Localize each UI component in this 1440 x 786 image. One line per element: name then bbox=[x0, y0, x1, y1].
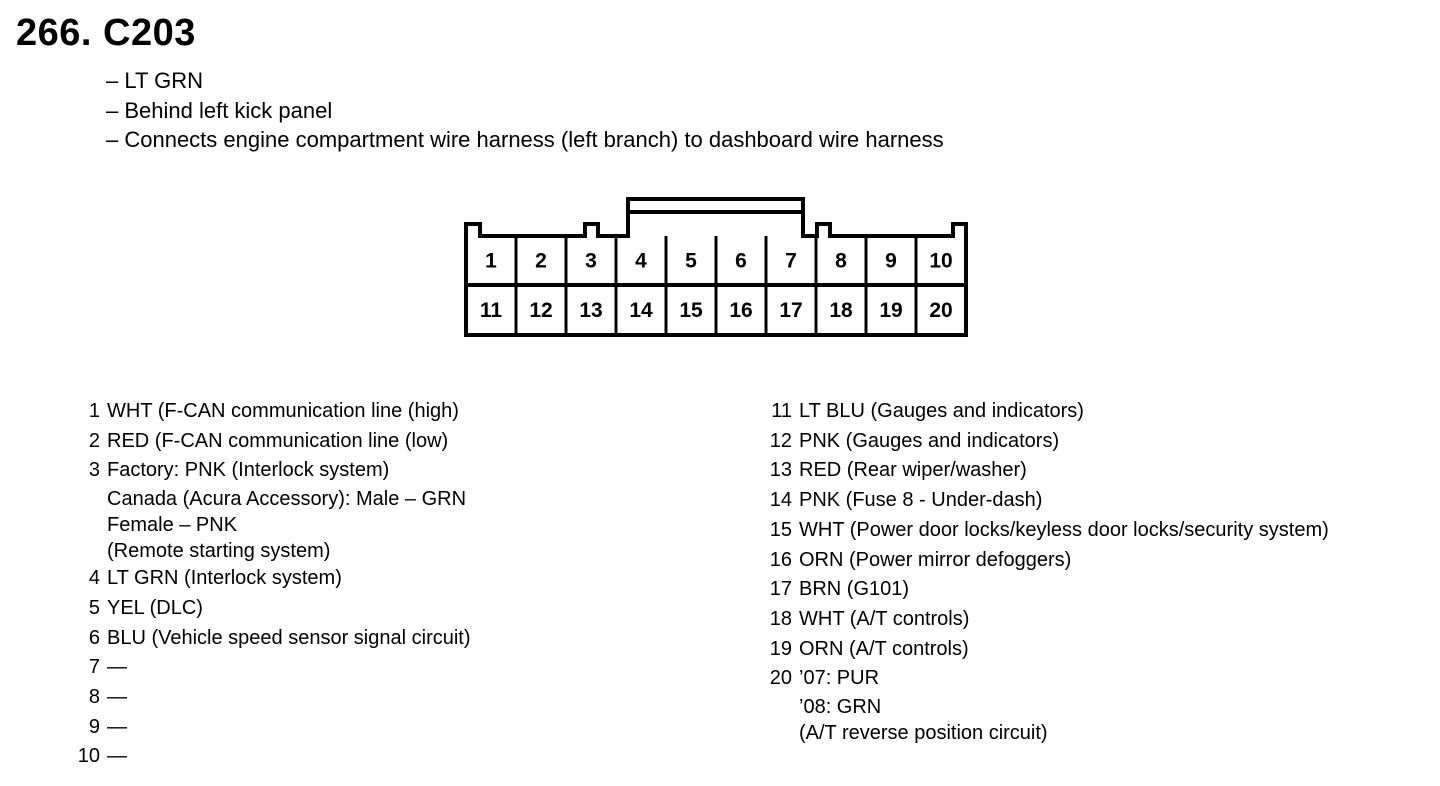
pin-entry-number: 7 bbox=[88, 656, 100, 679]
pin-entry-number: 10 bbox=[77, 745, 100, 768]
pin-entry-number: 6 bbox=[88, 626, 100, 649]
pin-entry-number: 9 bbox=[88, 715, 100, 738]
pin-entry-description: ORN (Power mirror defoggers) bbox=[799, 548, 1072, 571]
pin-entry-number: 17 bbox=[769, 578, 792, 601]
pin-entry bbox=[72, 594, 471, 624]
pin-entry-number: 3 bbox=[88, 459, 100, 482]
pin-entry-number: 16 bbox=[769, 548, 792, 571]
pin-number-label: 11 bbox=[479, 299, 503, 322]
pin-number-label: 15 bbox=[679, 299, 703, 322]
pin-entry-number: 15 bbox=[769, 518, 792, 541]
pin-entry bbox=[72, 713, 471, 743]
pin-number-label: 2 bbox=[535, 249, 547, 273]
pin-entry-number: 12 bbox=[769, 429, 792, 452]
connector-title: 266. C203 bbox=[16, 12, 196, 54]
pin-number-label: 5 bbox=[685, 249, 697, 273]
pin-entry bbox=[72, 427, 471, 457]
pin-entry-number: 20 bbox=[769, 667, 792, 690]
pin-entry-number: 4 bbox=[88, 567, 100, 590]
pin-number-label: 14 bbox=[629, 299, 653, 322]
pin-number-label: 7 bbox=[785, 249, 797, 273]
pin-list-left bbox=[72, 397, 471, 772]
pin-number-label: 18 bbox=[829, 299, 853, 322]
pin-entry bbox=[764, 397, 1329, 427]
pin-number-label: 3 bbox=[585, 249, 597, 273]
pin-entry bbox=[764, 635, 1329, 665]
pin-entry bbox=[72, 624, 471, 654]
pin-number-label: 12 bbox=[529, 299, 553, 322]
pin-number-label: 13 bbox=[579, 299, 603, 322]
pin-entry bbox=[72, 456, 471, 564]
pin-number-label: 19 bbox=[879, 299, 903, 322]
pin-entry bbox=[72, 653, 471, 683]
pin-entry-description: Canada (Acura Accessory): Male – GRN bbox=[107, 488, 467, 511]
pin-entry-description: YEL (DLC) bbox=[107, 596, 203, 619]
pin-entry-description: — bbox=[107, 656, 127, 679]
pin-entry-number: 2 bbox=[88, 429, 100, 452]
pin-entry-description: ’08: GRN bbox=[799, 696, 882, 719]
pin-entry-description: ORN (A/T controls) bbox=[799, 637, 969, 660]
pin-number-label: 20 bbox=[929, 299, 953, 322]
pin-entry bbox=[764, 456, 1329, 486]
pin-entry-description: WHT (F-CAN communication line (high) bbox=[107, 400, 459, 422]
pin-entry-description: WHT (A/T controls) bbox=[799, 607, 970, 630]
pin-entry bbox=[764, 486, 1329, 516]
pin-entry bbox=[72, 397, 471, 427]
pin-entry-number: 19 bbox=[769, 637, 792, 660]
pin-entry bbox=[764, 605, 1329, 635]
pin-entry-description: LT BLU (Gauges and indicators) bbox=[799, 400, 1084, 422]
pin-entry bbox=[764, 427, 1329, 457]
pin-entry-number: 18 bbox=[769, 607, 792, 630]
pin-entry-number: 5 bbox=[88, 596, 100, 619]
pin-entry bbox=[764, 546, 1329, 576]
pin-entry-number: 1 bbox=[88, 400, 100, 422]
pin-number-label: 8 bbox=[835, 249, 847, 273]
pin-entry-description: (A/T reverse position circuit) bbox=[799, 722, 1048, 745]
pin-entry bbox=[764, 664, 1329, 746]
pin-entry-description: — bbox=[107, 715, 127, 738]
pin-number-label: 9 bbox=[885, 249, 897, 273]
pin-entry bbox=[72, 683, 471, 713]
pin-entry bbox=[764, 516, 1329, 546]
pin-entry-description: Factory: PNK (Interlock system) bbox=[107, 459, 390, 482]
pin-entry bbox=[72, 742, 471, 772]
pin-entry-description: PNK (Gauges and indicators) bbox=[799, 429, 1060, 452]
pin-entry-description: BRN (G101) bbox=[799, 578, 910, 601]
pin-number-label: 17 bbox=[779, 299, 803, 322]
pin-entry-number: 13 bbox=[769, 459, 792, 482]
pin-entry-description: RED (F-CAN communication line (low) bbox=[107, 429, 449, 452]
pin-entry-description: (Remote starting system) bbox=[107, 540, 331, 563]
pin-entry-description: ’07: PUR bbox=[799, 667, 880, 690]
pin-entry-number: 8 bbox=[88, 685, 100, 708]
pin-number-label: 6 bbox=[735, 249, 747, 273]
pin-entry-description: Female – PNK bbox=[107, 514, 238, 537]
pin-entry-description: — bbox=[107, 685, 127, 708]
pin-entry-description: BLU (Vehicle speed sensor signal circuit) bbox=[107, 626, 471, 649]
pin-entry-number: 11 bbox=[771, 400, 792, 422]
description-location: – Behind left kick panel bbox=[106, 97, 333, 123]
connector-diagram bbox=[0, 0, 1440, 360]
pin-entry-description: LT GRN (Interlock system) bbox=[107, 567, 342, 590]
pin-entry-description: WHT (Power door locks/keyless door locks/security system) bbox=[799, 518, 1329, 541]
pin-entry-description: RED (Rear wiper/washer) bbox=[799, 459, 1027, 482]
pin-number-label: 1 bbox=[485, 249, 497, 273]
pin-number-label: 10 bbox=[929, 249, 953, 273]
description-connects: – Connects engine compartment wire harness (left branch) to dashboard wire harness bbox=[106, 127, 944, 152]
pin-entry bbox=[72, 564, 471, 594]
pin-list-right bbox=[764, 397, 1329, 746]
pin-number-label: 16 bbox=[729, 299, 753, 322]
pin-number-label: 4 bbox=[635, 249, 647, 273]
description-color: – LT GRN bbox=[106, 68, 203, 93]
pin-entry-number: 14 bbox=[769, 489, 792, 512]
pin-entry-description: PNK (Fuse 8 - Under-dash) bbox=[799, 489, 1043, 512]
pin-entry-description: — bbox=[107, 745, 127, 768]
pin-entry bbox=[764, 575, 1329, 605]
